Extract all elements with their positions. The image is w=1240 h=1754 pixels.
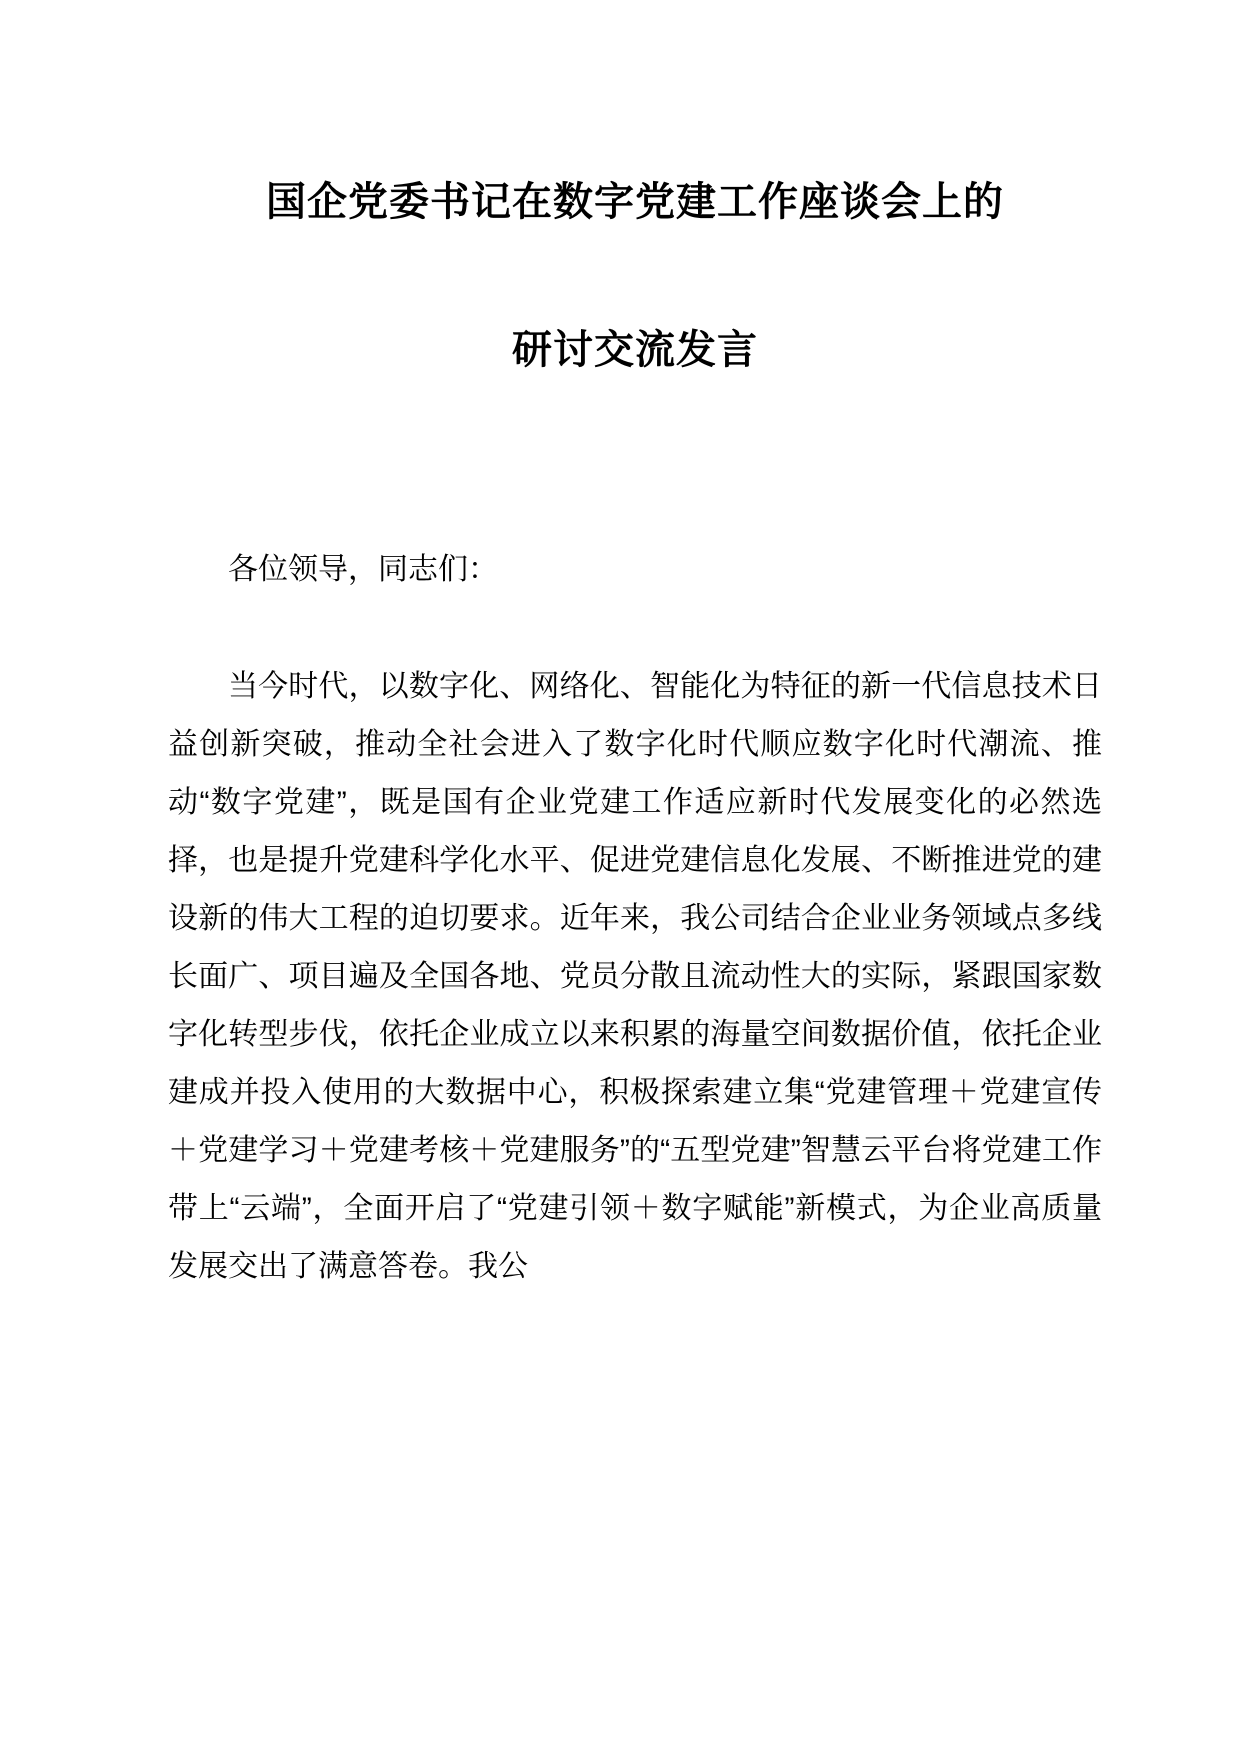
document-title-line-2: 研讨交流发言	[512, 328, 758, 372]
body-paragraph: 当今时代，以数字化、网络化、智能化为特征的新一代信息技术日益创新突破，推动全社会进入了数字化时代顺应数字化时代潮流、推动“数字党建”，既是国有企业党建工作适应新时代发展变化的必然选择，也是提升党建科学化水平、促进党建信息化发展、不断推进党的建设新的伟大工程的迫切要求。近年来，我公司结合企业业务领域点多线长面广、项目遍及全国各地、党员分散且流动性大的实际，紧跟国家数字化转型步伐，依托企业成立以来积累的海量空间数据价值，依托企业建成并投入使用的大数据中心，积极探索建立集“党建管理＋党建宣传＋党建学习＋党建考核＋党建服务”的“五型党建”智慧云平台将党建工作带上“云端”，全面开启了“党建引领＋数字赋能”新模式，为企业高质量发展交出了满意答卷。我公	[168, 670, 1102, 1283]
greeting-line: 各位领导，同志们：	[228, 553, 498, 586]
document-title-line-1: 国企党委书记在数字党建工作座谈会上的	[266, 180, 1004, 224]
